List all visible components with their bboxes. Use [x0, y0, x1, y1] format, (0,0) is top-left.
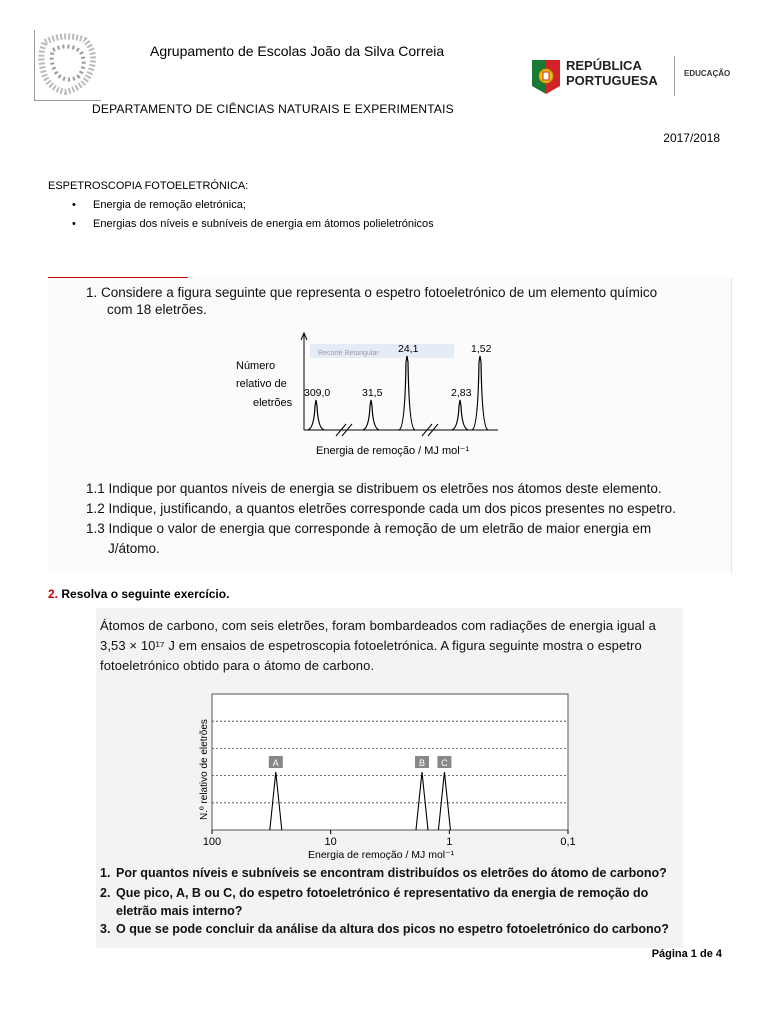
peak-2 [363, 400, 379, 430]
topic-bullet-2: • Energias dos níveis e subníveis de energia em átomos polieletrónicos [72, 215, 434, 234]
exercise-question-2-cont: eletrão mais interno? [116, 904, 243, 918]
peak-label-3: 24,1 [398, 343, 419, 355]
question-1-intro-cont: com 18 eletrões. [107, 302, 207, 317]
peak-label-C: C [441, 758, 448, 768]
peak-1 [308, 400, 324, 430]
exercise-paragraph-line-3: fotoeletrónico obtido para o átomo de carbono. [100, 658, 375, 673]
peak-label-4: 2,83 [451, 387, 472, 399]
y-axis-label: N.º relativo de eletrões [199, 719, 210, 820]
exercise-question-1: 1. Por quantos níveis e subníveis se encontram distribuídos os eletrões do átomo de carbono? [100, 866, 667, 880]
page-number: Página 1 de 4 [651, 948, 722, 960]
peak-label-B: B [418, 758, 425, 768]
question-2-number: 2. [48, 587, 59, 601]
question-2-title [48, 587, 229, 601]
peak-4 [452, 400, 468, 430]
topic-title: ESPETROSCOPIA FOTOELETRÓNICA: [48, 180, 249, 192]
school-year: 2017/2018 [663, 131, 720, 145]
y-axis-label-line-1: Número [236, 360, 276, 372]
x-axis-label: Energia de remoção / MJ mol⁻¹ [316, 445, 470, 457]
exercise-question-2: 2. Que pico, A, B ou C, do espetro fotoeletrónico é representativo da energia de remoção do [100, 886, 649, 900]
peak-label-A: A [272, 758, 279, 768]
educacao-label: EDUCAÇÃO [684, 69, 731, 78]
republica-portuguesa-logo [528, 54, 731, 98]
y-axis-label-line-3: eletrões [253, 397, 293, 409]
x-tick-label: 0,1 [560, 836, 576, 848]
peak-label-1: 309,0 [304, 387, 331, 399]
x-tick-label: 1 [446, 836, 453, 848]
y-axis-label-line-2: relativo de [236, 378, 287, 390]
topic-bullet-list [72, 196, 434, 234]
plot-area [212, 694, 568, 830]
spectrum-chart-1 [230, 330, 510, 460]
portugal-flag-icon [528, 56, 562, 96]
department-title: DEPARTAMENTO DE CIÊNCIAS NATURAIS E EXPERIMENTAIS [92, 102, 454, 116]
topic-bullet-1: • Energia de remoção eletrónica; [72, 196, 434, 215]
question-2-title-text: Resolva o seguinte exercício. [61, 587, 230, 601]
x-tick-label: 10 [324, 836, 337, 848]
exercise-question-3: 3. O que se pode concluir da análise da altura dos picos no espetro fotoeletrónico do carbono? [100, 922, 669, 936]
x-axis-label: Energia de remoção / MJ mol⁻¹ [308, 849, 455, 861]
question-1-3: 1.3 Indique o valor de energia que corresponde à remoção de um eletrão de maior energia em [86, 521, 652, 536]
recorte-overlay-text: Recorte Retangular [318, 350, 379, 357]
peak-label-2: 31,5 [362, 387, 383, 399]
question-1-3-cont: J/átomo. [108, 541, 160, 556]
peak-3 [399, 356, 415, 430]
spectrum-chart-2 [196, 690, 586, 862]
exercise-paragraph-line-2: 3,53 × 10¹⁷ J em ensaios de espetroscopia fotoeletrónica. A figura seguinte mostra o espetro [100, 638, 642, 653]
school-logo [34, 30, 101, 101]
x-tick-label: 100 [202, 836, 222, 848]
school-name: Agrupamento de Escolas João da Silva Correia [150, 43, 445, 59]
question-1-intro: 1. Considere a figura seguinte que representa o espetro fotoeletrónico de um elemento químico [86, 285, 658, 300]
logo-divider [674, 56, 675, 96]
question-1-1: 1.1 Indique por quantos níveis de energia se distribuem os eletrões nos átomos deste elemento. [86, 481, 662, 496]
school-logo-graphic [35, 30, 101, 100]
republica-portuguesa-wordmark: REPÚBLICA PORTUGUESA [566, 58, 658, 88]
peak-5 [472, 356, 488, 430]
question-1-2: 1.2 Indique, justificando, a quantos eletrões corresponde cada um dos picos presentes no espetro. [86, 501, 676, 516]
exercise-paragraph-line-1: Átomos de carbono, com seis eletrões, foram bombardeados com radiações de energia igual a [100, 618, 656, 633]
peak-label-5: 1,52 [471, 343, 492, 355]
